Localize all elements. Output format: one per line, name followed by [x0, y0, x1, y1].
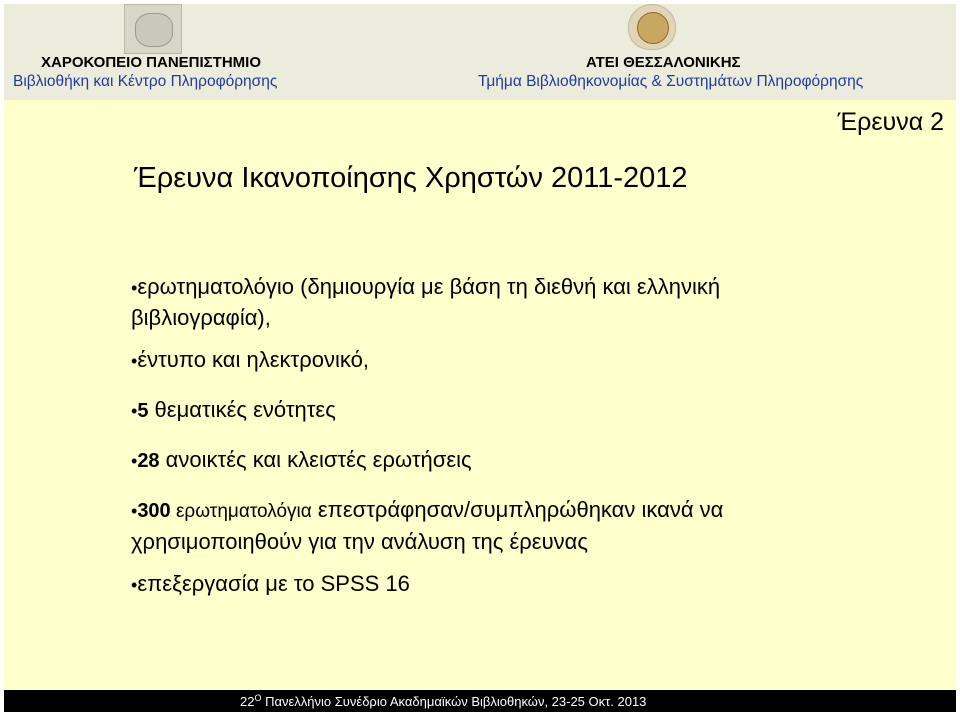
right-institution-name: ΑΤΕΙ ΘΕΣΣΑΛΟΝΙΚΗΣ [586, 54, 741, 71]
bullet-number: 28 [137, 450, 160, 472]
bullet-number: 5 [137, 400, 149, 422]
bullet-text: επεστράφησαν/συμπληρώθηκαν ικανά να χρησιμοποιηθούν για την ανάλυση της έρευνας [131, 497, 724, 554]
bullet-item: •28 ανοικτές και κλειστές ερωτήσεις [131, 447, 472, 472]
bullet-text: ανοικτές και κλειστές ερωτήσεις [159, 447, 472, 472]
left-institution-name: ΧΑΡΟΚΟΠΕΙΟ ΠΑΝΕΠΙΣΤΗΜΙΟ [41, 54, 261, 71]
university-emblem-icon [124, 4, 182, 54]
header-banner [4, 4, 956, 100]
footer-superscript: Ο [254, 693, 262, 703]
left-institution-subtitle: Βιβλιοθήκη και Κέντρο Πληροφόρησης [13, 73, 278, 90]
slide [4, 4, 956, 712]
bullet-item: •έντυπο και ηλεκτρονικό, [131, 347, 369, 372]
bullet-list [131, 272, 841, 619]
bullet-item: •5 θεματικές ενότητες [131, 397, 336, 422]
bullet-text: ερωτηματολόγιο (δημιουργία με βάση τη διεθνή και ελληνική βιβλιογραφία), [131, 274, 721, 330]
bullet-item: •ερωτηματολόγιο (δημιουργία με βάση τη διεθνή και ελληνική βιβλιογραφία), [131, 274, 721, 330]
bullet-small-text: ερωτηματολόγια [170, 501, 312, 522]
footer-bar [4, 690, 956, 712]
right-institution-subtitle: Τμήμα Βιβλιοθηκονομίας & Συστημάτων Πληροφόρησης [478, 73, 864, 90]
slide-title: Έρευνα Ικανοποίησης Χρηστών 2011-2012 [134, 162, 688, 194]
conference-footer [240, 693, 646, 709]
bullet-item: •300 ερωτηματολόγια επεστράφησαν/συμπληρώθηκαν ικανά να χρησιμοποιηθούν για την ανάλυση της έρευνας [131, 497, 724, 554]
bullet-number: 300 [137, 500, 171, 522]
bullet-text: θεματικές ενότητες [148, 397, 336, 422]
footer-text: Πανελλήνιο Συνέδριο Ακαδημαϊκών Βιβλιοθηκών, 23-25 Οκτ. 2013 [261, 694, 647, 709]
bullet-item: •επεξεργασία με το SPSS 16 [131, 571, 410, 596]
section-tag: Έρευνα 2 [837, 108, 944, 136]
bullet-text: έντυπο και ηλεκτρονικό, [137, 347, 369, 372]
footer-number: 22 [240, 694, 255, 709]
atei-seal-icon [628, 4, 676, 50]
bullet-text: επεξεργασία με το SPSS 16 [137, 571, 410, 596]
